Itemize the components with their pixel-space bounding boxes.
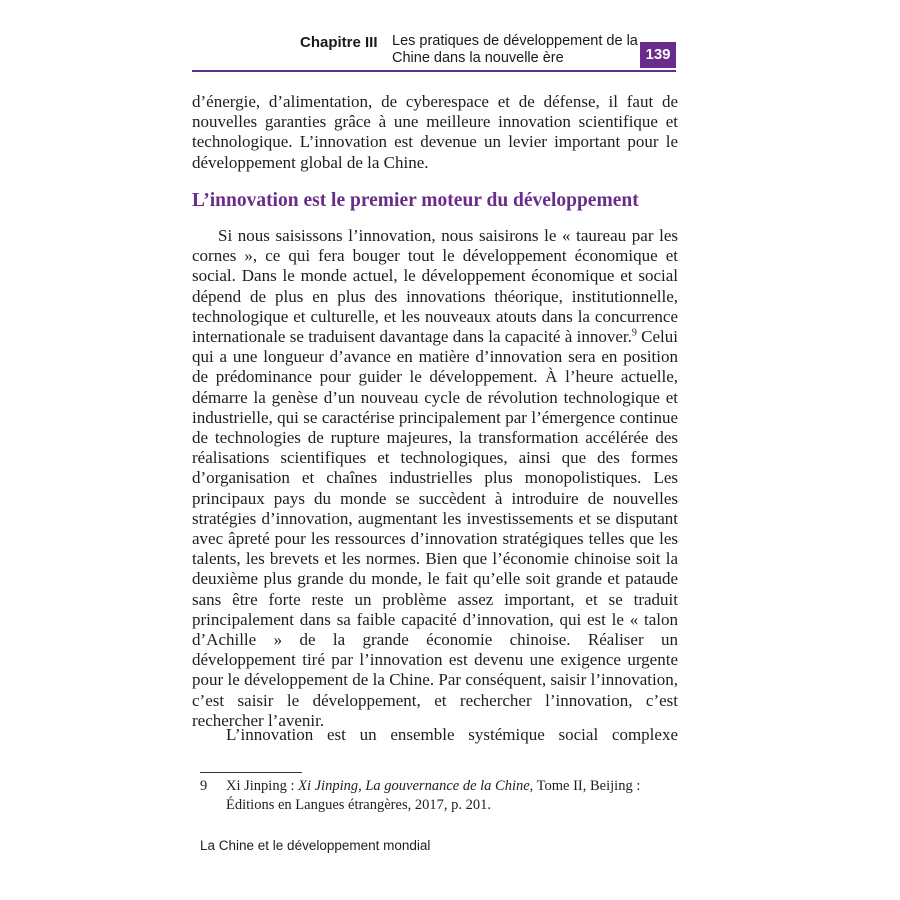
chapter-title [392,33,638,67]
chapter-title-line2: Chine dans la nouvelle ère [392,50,564,66]
paragraph-main-part2: Celui qui a une longueur d’avance en matière d’innovation sera en position de prédominance pour guider le développement. À l’heure actuelle, démarre la genèse d’un nouveau cycle de révolution technologique et industrielle, qui se caractérise principalement par l’émergence continue de technologies de rupture majeures, la transformation accélérée des réalisations scientifiques et technologiques, ainsi que des formes d’organisation et chaînes industrielles plus monopolistiques. Les principaux pays du monde se succèdent à introduire de nouvelles stratégies d’innovation, augmentant les investissements et se disputant avec âpreté pour les ressources d’innovation stratégiques telles que les talents, les brevets et les normes. Bien que l’économie chinoise soit la deuxième plus grande du monde, le fait qu’elle soit grande et pataude sans être forte reste un problème assez important, et se traduit principalement dans sa faible capacité d’innovation, qui est le « talon d’Achille » de la grande économie chinoise. Réaliser un développement tiré par l’innovation est devenu une exigence urgente pour le développement de la Chine. Par conséquent, saisir l’innovation, c’est saisir le développement, et rechercher l’innovation, c’est rechercher l’avenir. [192,327,678,730]
section-heading: L’innovation est le premier moteur du développement [192,190,639,211]
page-number: 139 [640,42,676,68]
footnote-book-title: Xi Jinping, La gouvernance de la Chine [298,778,530,794]
footnote [200,777,680,815]
chapter-title-line1: Les pratiques de développement de la [392,33,638,49]
paragraph-intro: d’énergie, d’alimentation, de cyberespace et de défense, il faut de nouvelles garanties grâce à une meilleure innovation scientifique et technologique. L’innovation est devenue un levier important pour le développement global de la Chine. [192,92,678,172]
paragraph-continued: L’innovation est un ensemble systémique social complexe [226,725,678,744]
running-header [192,30,676,70]
footnote-text [226,777,680,815]
footnote-number: 9 [200,778,208,794]
footnote-reference[interactable]: 9 [631,327,637,339]
footnote-details: , Tome II, Beijing : Éditions en Langues étrangères, 2017, p. 201. [226,778,641,813]
paragraph-main [192,226,678,731]
chapter-label: Chapitre III [300,34,378,51]
footnote-divider [200,772,302,773]
header-divider [192,70,676,72]
paragraph-main-part1: Si nous saisissons l’innovation, nous saisirons le « taureau par les cornes », ce qui fera bouger tout le développement économique et social. Dans le monde actuel, le développement économique et social dépend de plus en plus des innovations théorique, institutionnelle, technologique et culturelle, et les nouveaux atouts dans la concurrence internationale se traduisent davantage dans la capacité à innover. [192,226,678,347]
running-footer: La Chine et le développement mondial [200,838,431,853]
footnote-author: Xi Jinping : [226,778,299,794]
